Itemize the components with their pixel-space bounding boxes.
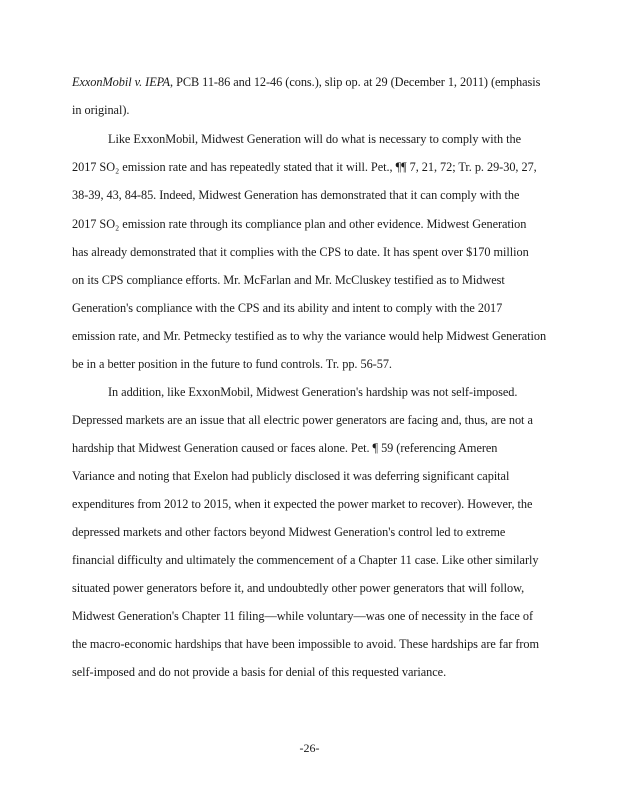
text-line: 38-39, 43, 84-85. Indeed, Midwest Generation has demonstrated that it can comply with the (72, 188, 520, 202)
text-line: 2017 SO₂ emission rate through its compliance plan and other evidence. Midwest Generation (72, 217, 527, 231)
text-line: ExxonMobil v. IEPA, PCB 11-86 and 12-46 (cons.), slip op. at 29 (December 1, 2011) (emphasis (72, 75, 541, 89)
text-line: on its CPS compliance efforts. Mr. McFarlan and Mr. McCluskey testified as to Midwest (72, 273, 505, 287)
text-line: hardship that Midwest Generation caused or faces alone. Pet. ¶ 59 (referencing Ameren (72, 441, 498, 455)
text-line: Like ExxonMobil, Midwest Generation will do what is necessary to comply with the (108, 132, 521, 146)
text-line: situated power generators before it, and undoubtedly other power generators that will follow, (72, 581, 525, 595)
text-line: Variance and noting that Exelon had publicly disclosed it was deferring significant capital (72, 469, 510, 483)
text-line: in original). (72, 103, 130, 117)
text-line: In addition, like ExxonMobil, Midwest Generation's hardship was not self-imposed. (108, 385, 518, 399)
text-line: emission rate, and Mr. Petmecky testified as to why the variance would help Midwest Generation (72, 329, 547, 343)
text-line: the macro-economic hardships that have been impossible to avoid. These hardships are far from (72, 637, 540, 651)
text-line: be in a better position in the future to fund controls. Tr. pp. 56-57. (72, 357, 392, 371)
case-citation: ExxonMobil v. IEPA (72, 75, 171, 89)
text-line: expenditures from 2012 to 2015, when it expected the power market to recover). However, the (72, 497, 533, 511)
text-line: depressed markets and other factors beyond Midwest Generation's control led to extreme (72, 525, 506, 539)
text-line: Depressed markets are an issue that all electric power generators are facing and, thus, are not a (72, 413, 533, 427)
text-line: Midwest Generation's Chapter 11 filing—while voluntary—was one of necessity in the face of (72, 609, 534, 623)
text-line: 2017 SO₂ emission rate and has repeatedly stated that it will. Pet., ¶¶ 7, 21, 72; Tr. p. 29-30, 27, (72, 160, 537, 174)
text-line: financial difficulty and ultimately the commencement of a Chapter 11 case. Like other similarly (72, 553, 539, 567)
page-number: -26- (299, 741, 320, 755)
text-line: has already demonstrated that it complies with the CPS to date. It has spent over $170 million (72, 245, 529, 259)
text-line: Generation's compliance with the CPS and its ability and intent to comply with the 2017 (72, 301, 503, 315)
text-line: self-imposed and do not provide a basis for denial of this requested variance. (72, 665, 447, 679)
